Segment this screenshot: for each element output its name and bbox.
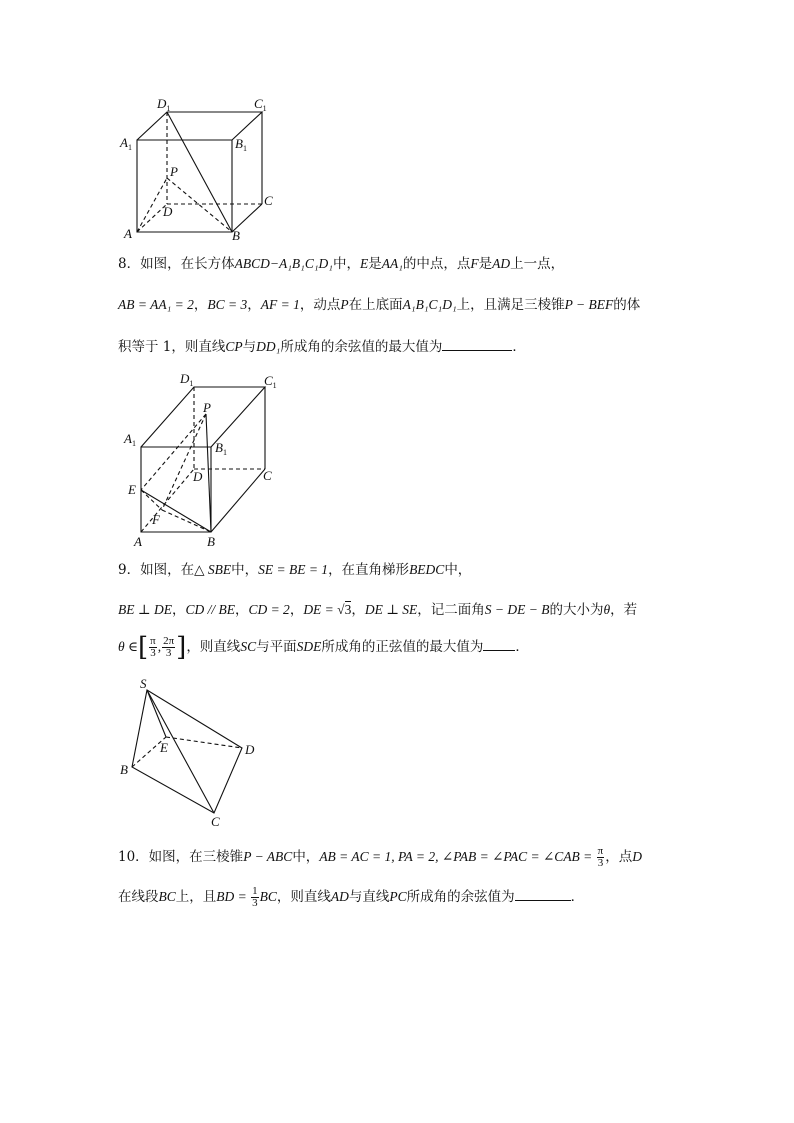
figure-2-cuboid xyxy=(0,370,794,555)
question-10-line-1: 10．如图，在三棱锥P − ABC中，AB = AC = 1, PA = 2, ∠PAB = ∠PAC = ∠CAB = $\frac{\pi}{3}$ ，点D xyxy=(118,845,642,869)
question-9-line-2: BE ⊥ DE，CD // BE，CD = 2，DE = √3，DE ⊥ SE，记二面角S − DE − B的大小为θ，若 xyxy=(118,602,638,618)
label-C: C xyxy=(264,193,273,208)
label-S: S xyxy=(140,676,147,691)
question-9-line-3: θ ∈[ $\frac{\pi}{3}$ , $\frac{2\pi}{3}$ ]，则直线SC与平面SDE所成角的正弦值的最大值为 ． xyxy=(118,632,529,663)
question-9-line-1: 9．如图，在△ SBE中，SE = BE = 1，在直角梯形BEDC中， xyxy=(118,562,472,578)
label-P: P xyxy=(170,164,178,179)
figure-1-cuboid xyxy=(0,0,794,250)
label-F: F xyxy=(152,512,160,527)
segment-pb xyxy=(206,414,211,532)
question-8-line-3: 积等于 1，则直线CP与DD₁所成角的余弦值的最大值为 ． xyxy=(118,339,526,355)
cuboid-top-edges xyxy=(141,387,265,447)
segment-pf xyxy=(162,414,206,510)
label-P: P xyxy=(203,400,211,415)
outline-sbcd xyxy=(132,690,242,813)
label-E: E xyxy=(160,740,168,755)
label-C1: $C_1$ xyxy=(254,96,267,113)
label-D: D xyxy=(163,204,173,219)
question-10-line-2: 在线段BC上，且BD = $\frac{1}{3}$ BC，则直线AD与直线PC所成角的余弦值为 ． xyxy=(118,885,585,909)
label-A1: $A_1$ xyxy=(124,431,136,448)
cuboid-top-edges xyxy=(137,112,262,140)
label-C: C xyxy=(211,814,220,829)
label-E: E xyxy=(128,482,136,497)
label-D: D xyxy=(245,742,255,757)
label-A: A xyxy=(134,534,142,549)
label-C: C xyxy=(263,468,272,483)
answer-blank-10[interactable] xyxy=(515,889,571,901)
segment-pb xyxy=(167,178,232,232)
fraction-pi-over-3: $\frac{\pi}{3}$ xyxy=(150,635,156,659)
cuboid-edge-bc xyxy=(211,469,265,532)
hidden-edge-ad xyxy=(141,469,194,532)
segment-ef xyxy=(141,490,162,510)
fraction-2pi-over-3: $\frac{2\pi}{3}$ xyxy=(163,635,175,659)
label-B: B xyxy=(232,228,240,243)
answer-blank-8[interactable] xyxy=(442,339,512,351)
segment-fb xyxy=(162,510,211,532)
label-D1: $D_1$ xyxy=(157,96,171,113)
label-D1: $D_1$ xyxy=(180,371,194,388)
label-B: B xyxy=(207,534,215,549)
question-8-line-1: 8．如图，在长方体ABCD−A₁B₁C₁D₁中，E是AA₁的中点，点F是AD上一点， xyxy=(118,256,565,272)
question-8-line-2: AB = AA₁ = 2，BC = 3，AF = 1，动点P在上底面A₁B₁C₁D₁上，且满足三棱锥P − BEF的体 xyxy=(118,297,641,313)
figure-3-solid xyxy=(0,670,794,830)
label-B1: $B_1$ xyxy=(215,440,227,457)
label-A: A xyxy=(124,226,132,241)
segment-se xyxy=(147,690,166,737)
label-B1: $B_1$ xyxy=(235,136,247,153)
label-D: D xyxy=(193,469,203,484)
fraction-pi-over-3: $\frac{\pi}{3}$ xyxy=(597,845,604,869)
label-B: B xyxy=(120,762,128,777)
cuboid-front-face xyxy=(137,140,232,232)
answer-blank-9[interactable] xyxy=(483,639,515,651)
fraction-1-over-3: $\frac{1}{3}$ xyxy=(252,885,258,909)
label-A1: $A_1$ xyxy=(120,135,132,152)
label-C1: $C_1$ xyxy=(264,373,277,390)
